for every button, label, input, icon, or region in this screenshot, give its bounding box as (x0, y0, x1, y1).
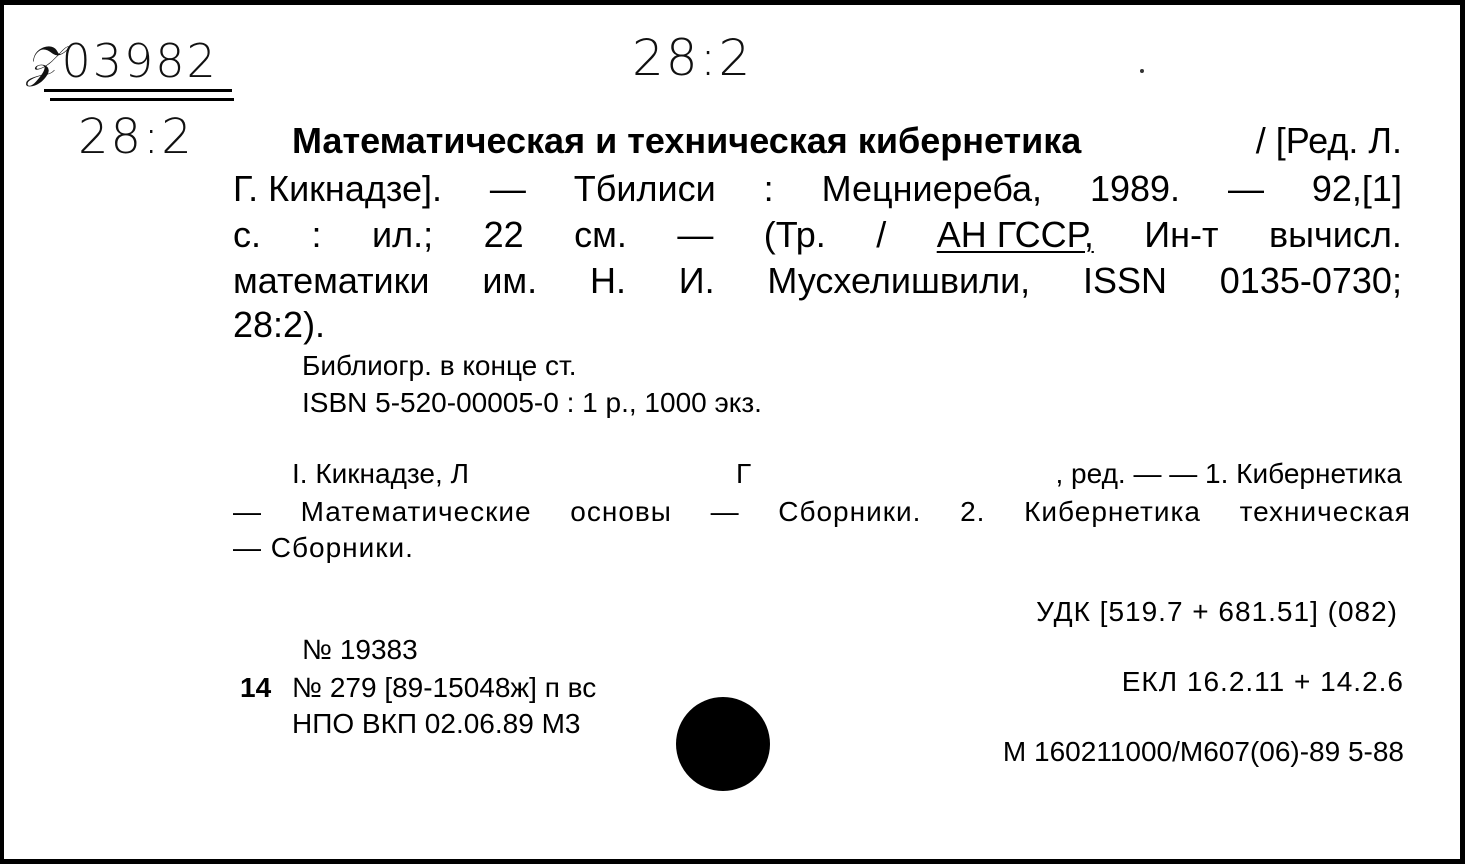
call-number-mark: 𝒵 (26, 37, 62, 88)
call-number (26, 35, 218, 89)
call-number-underline-2 (50, 98, 234, 101)
stray-dot (1140, 69, 1144, 73)
order-prefix: 14 (240, 672, 272, 703)
accession-number: № 19383 (302, 634, 418, 665)
ekl-code: ЕКЛ 16.2.11 + 14.2.6 (1121, 666, 1404, 697)
tracing-line-3: — Сборники. (233, 532, 414, 563)
m-code: М 160211000/М607(06)-89 5-88 (1002, 736, 1404, 767)
main-entry-line-1 (292, 119, 1402, 163)
series-publisher: АН ГССР, (936, 214, 1094, 255)
call-number-digits: 03982 (61, 34, 218, 88)
isbn-note: ISBN 5-520-00005-0 : 1 р., 1000 экз. (302, 387, 762, 418)
tracing-line-1: I. Кикнадзе, Л Г , ред. — — 1. Кибернетика (292, 458, 1402, 489)
punch-hole (676, 697, 770, 791)
main-entry-line-2: Г. Кикнадзе]. — Тбилиси : Мецниереба, 1989. — 92,[1] (233, 168, 1402, 209)
udk-code: УДК [519.7 + 681.51] (082) (1036, 596, 1398, 627)
main-entry-line-3: с. : ил.; 22 см. — (Тр. / АН ГССР, Ин-т вычисл. (233, 214, 1402, 255)
editor-prefix: / [Ред. Л. (1255, 120, 1402, 161)
title: Математическая и техническая кибернетика (292, 120, 1082, 161)
order-line: № 279 [89-15048ж] п вс (292, 672, 597, 703)
shelf-mark-top: 28:2 (632, 29, 753, 87)
shelf-mark-left: 28:2 (78, 109, 194, 165)
bibliography-note: Библиогр. в конце ст. (302, 350, 577, 381)
main-entry-line-5: 28:2). (233, 304, 326, 345)
call-number-underline-1 (44, 89, 232, 92)
main-entry-line-4: математики им. Н. И. Мусхелишвили, ISSN 0135-0730; (233, 260, 1402, 301)
tracing-line-2: — Математические основы — Сборники. 2. Кибернетика техническая (233, 496, 1411, 527)
npo-line: НПО ВКП 02.06.89 М3 (292, 708, 581, 739)
